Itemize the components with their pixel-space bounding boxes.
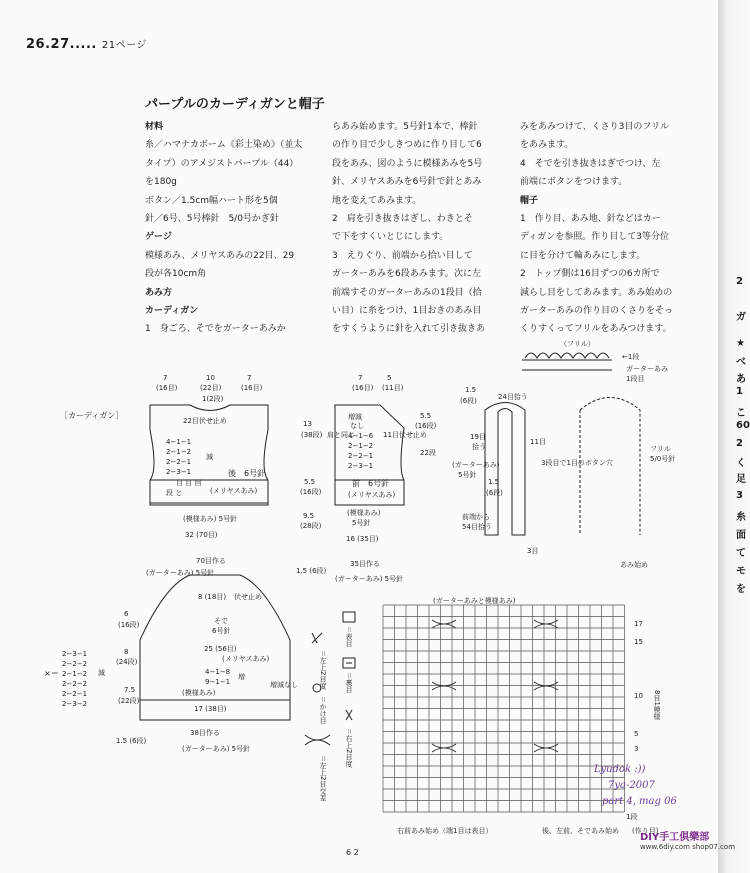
sleeve-key: ×＝ <box>44 669 59 678</box>
edge-glyph: 2 <box>736 276 743 287</box>
stitch-chart-grid <box>383 605 625 812</box>
back-garter: (ガーターあみ) 5号針 <box>146 569 215 577</box>
sleeve-label: 9−1−1 <box>205 678 231 686</box>
sleeve-label: 25 (56目) <box>204 645 237 653</box>
sleeve-label: (16段) <box>118 621 140 629</box>
symbol-name: ＝表目 <box>345 626 353 647</box>
sleeve-decrease-row: 2−3−1 <box>62 650 88 658</box>
sleeve-label: 8 <box>124 648 129 656</box>
back-pattern-needle: (模様あみ) 5号針 <box>183 515 238 523</box>
chart-cast-on-note: (作り目) <box>632 827 659 835</box>
band-label: 19目 <box>470 433 486 441</box>
frill-row1: ←1段 <box>622 353 640 361</box>
back-decrease-row: 2−1−2 <box>166 448 192 456</box>
chart-cable-top <box>432 620 558 628</box>
frill-base <box>522 360 612 370</box>
edge-glyph: 60 <box>736 420 750 431</box>
back-top-label: 7 <box>247 374 252 382</box>
sleeve-label: (24段) <box>116 658 138 666</box>
band-label: 3目 <box>527 547 539 555</box>
sleeve-label: 8 (18目) <box>198 593 227 601</box>
header-dots: ..... <box>69 37 97 52</box>
band-label: 1.5 <box>488 478 500 486</box>
height-label: 1.5 (6段) <box>296 567 327 575</box>
front-decrease-row: 増減 <box>348 413 362 421</box>
chart-start-back: 後、左前、そであみ始め <box>542 827 619 835</box>
height-label: 5.5 <box>420 412 432 420</box>
section-heading: カーディガン <box>145 306 199 317</box>
section-heading: ゲージ <box>145 232 172 243</box>
sleeve-label: 7.5 <box>124 686 136 694</box>
front-bind-off: 11目伏せ止め <box>383 431 427 439</box>
back-top-label: 1(2段) <box>202 395 224 403</box>
band-label: (6段) <box>460 397 477 405</box>
edge-glyph: こ <box>736 408 746 419</box>
chart-row-number: 17 <box>634 620 643 628</box>
back-decrease-row: 段 と <box>166 489 183 497</box>
chart-row-number: 15 <box>634 638 643 646</box>
cardigan-tag: ［カーディガン］ <box>60 411 124 420</box>
band-label: 24目拾う <box>498 393 528 401</box>
sleeve-label: 伏せ止め <box>234 593 262 601</box>
height-label: 9.5 <box>303 512 315 520</box>
front-top-label: (11目) <box>382 384 404 392</box>
symbol-name: ＝左上2目度 <box>319 650 327 690</box>
height-label: 13 <box>303 420 312 428</box>
instructions-text: 1 身ごろ、そでをガーターあみか <box>145 324 286 335</box>
instructions-text: 1 作り目、あみ地、針などはカー ディガンを参照。作り目して3等分位 に目を分けて輪あみにします。 2 トップ側は16目ずつの6カ所で 減らし目をしてあみます。あみ始めの ガーターあみの作り目のくさりをそっ くりすくってフリルをあみつけます。 <box>520 214 674 335</box>
front-decrease-row: 2−2−1 <box>348 452 374 460</box>
back-top-label: 7 <box>163 374 168 382</box>
instructions-text: 糸／ハマナカボーム《彩土染め》（並太 タイプ）のアメジストパープル（44） を180g ボタン／1.5cm幅ハート形を5個 針／6号、5号棒針 5/0号かぎ針 <box>145 140 303 225</box>
edge-glyph: を <box>736 584 746 595</box>
edge-glyph: 2 <box>736 438 743 449</box>
band-label: フリル <box>650 445 671 453</box>
sleeve-label: 増減なし <box>270 681 298 689</box>
front-garter: (ガーターあみ) 5号針 <box>335 575 404 583</box>
front-decrease-row: 2−3−1 <box>348 462 374 470</box>
symbol-k2tog <box>312 633 322 643</box>
back-cast-on: 70目作る <box>196 557 226 565</box>
sleeve-label: 17 (38目) <box>194 705 227 713</box>
front-decrease-row: なし <box>350 422 364 430</box>
logo-site: www.6diy.com shop07.com <box>640 843 736 851</box>
front-stockinette: (メリヤスあみ) <box>348 491 396 499</box>
height-label: (38段) <box>301 431 323 439</box>
edge-glyph: く <box>736 458 746 469</box>
edge-glyph: あ <box>736 374 746 385</box>
sleeve-decrease-row: 2−2−1 <box>62 690 88 698</box>
instructions-text: 模様あみ、メリヤスあみの22目、29 段が各10cm角 <box>145 250 295 280</box>
edge-glyph: 糸 <box>736 512 746 523</box>
height-label: (16段) <box>415 422 437 430</box>
watermark-line-1: Lyudok :)) <box>594 764 646 775</box>
sleeve-label: 1.5 (6段) <box>116 737 147 745</box>
band-label: 拾う <box>472 443 486 451</box>
sleeve-decrease-word: 減 <box>98 669 105 677</box>
front-top-label: 5 <box>387 374 392 382</box>
front-width: 16 (35目) <box>346 535 379 543</box>
chart-cable-low <box>432 744 558 752</box>
watermark-line-2: 7ya-2007 <box>608 780 655 791</box>
sleeve-decrease-row: 2−1−2 <box>62 670 88 678</box>
page-reference: 21ページ <box>101 40 147 51</box>
chart-row-number: 5 <box>634 730 639 738</box>
band-label: あみ始め <box>620 561 648 569</box>
section-heading: あみ方 <box>145 287 173 298</box>
logo-name: DIY手工俱樂部 <box>640 832 710 843</box>
band-label: 11目 <box>530 438 546 446</box>
chart-row-number: 3 <box>634 745 639 753</box>
page-number: 6 2 <box>346 848 359 857</box>
garter-row1: ガーターあみ 1段目 <box>626 365 668 383</box>
back-decrease-row: 2−2−1 <box>166 458 192 466</box>
back-decrease-row: 目 目 回 <box>176 479 202 487</box>
frill-loops <box>525 353 609 358</box>
chart-repeat: 8目1模様 <box>653 690 661 720</box>
back-bind-off: 22目伏せ止め <box>183 417 227 425</box>
band-label: 5号針 <box>458 471 477 479</box>
front-top-label: (16目) <box>352 384 374 392</box>
band-label: 1.5 <box>465 386 477 394</box>
edge-glyph: ガ <box>736 312 746 323</box>
front-decrease-row: 4−1−6 <box>348 432 374 440</box>
instructions-text: みをあみつけて、くさり3目のフリル をあみます。 4 そでを引き抜きはぎでつけ、左 前端にボタンをつけます。 <box>520 122 670 188</box>
symbol-cable <box>305 735 330 745</box>
sleeve-label: 4−1−8 <box>205 668 231 676</box>
pattern-title: パープルのカーディガンと帽子 <box>145 97 325 112</box>
section-heading: 材料 <box>145 122 164 132</box>
edge-glyph: 3 <box>736 490 743 501</box>
sleeve-decrease-row: 2−3−2 <box>62 700 88 708</box>
height-label: 22段 <box>420 449 436 457</box>
watermark-line-3: part 4, mag 06 <box>602 796 677 807</box>
back-decrease-row: 4−1−1 <box>166 438 192 446</box>
height-label: (16段) <box>300 488 322 496</box>
symbol-name: ＝裏目 <box>345 672 353 693</box>
chart-row-number: 10 <box>634 692 643 700</box>
chart-cable-mid <box>432 682 558 690</box>
sleeve-label: (22段) <box>118 697 140 705</box>
sleeve-label: そで <box>214 617 228 625</box>
symbol-knit <box>343 612 355 622</box>
band-label: (6段) <box>486 489 503 497</box>
back-piece-name: 後 6号針 <box>228 469 266 478</box>
sleeve-label: (メリヤスあみ) <box>222 655 270 663</box>
band-label: 3段目で1目のボタン穴 <box>541 459 613 467</box>
front-pattern: (模様あみ) <box>347 509 381 517</box>
section-heading: 帽子 <box>520 195 539 206</box>
symbol-name: ＝左上2目交差 <box>319 755 327 802</box>
sleeve-label: (模様あみ) <box>182 689 216 697</box>
front-top-label: 7 <box>358 374 363 382</box>
symbol-name: ＝右上2目度 <box>345 728 353 768</box>
frill-label: （フリル） <box>560 340 595 348</box>
sleeve-decrease-row: 2−2−2 <box>62 680 88 688</box>
back-top-label: 10 <box>206 374 215 382</box>
sleeve-label: 38目作る <box>190 729 220 737</box>
back-top-label: (16目) <box>156 384 178 392</box>
height-label: 5.5 <box>304 478 316 486</box>
height-label: 肩と同じ <box>327 431 355 439</box>
instructions-text: らあみ始めます。5号針1本で、棒針 の作り目で少しきつめに作り目して6 段をあみ、図のように模様あみを5号 針、メリヤスあみを6号針で針とあみ 地を変えてあみます。 2 肩を引き抜きはぎし、わきとそ で下をすくいとじにします。 3 えりぐり、前端から拾い目して ガーターあみを6段あみます。次に左 前端すそのガーターあみの1段目（拾 い目）に糸をつけ、1目おきのあみ目 をすくうように針を入れて引き抜きあ <box>332 122 486 335</box>
chart-title: (ガーターあみと模様あみ) <box>433 597 516 605</box>
site-logo <box>640 828 735 851</box>
front-needle: 5号針 <box>352 519 371 527</box>
edge-glyph: 足 <box>736 474 746 485</box>
sleeve-decrease-row: 2−2−2 <box>62 660 88 668</box>
band-label: 5/0号針 <box>650 455 676 463</box>
back-decrease-row: 2−3−1 <box>166 468 192 476</box>
page-range: 26.27 <box>26 37 70 52</box>
edge-glyph: 面 <box>736 530 746 541</box>
edge-glyph: て <box>736 548 746 559</box>
band-label: 54目拾う <box>462 523 492 531</box>
symbol-ssk <box>346 710 352 720</box>
edge-glyph: モ <box>736 566 746 577</box>
sleeve-label: 6号針 <box>212 627 231 635</box>
back-top-label: (16目) <box>241 384 263 392</box>
sleeve-label: (ガーターあみ) 5号針 <box>182 745 251 753</box>
sleeve-label: 6 <box>124 610 129 618</box>
chart-start-right-front: 右前あみ始め（端1目は表目） <box>397 827 493 835</box>
band-label: (ガーターあみ) <box>452 461 500 469</box>
back-stockinette: (メリヤスあみ) <box>210 487 258 495</box>
symbol-name: ＝かけ目 <box>319 696 327 724</box>
chart-row-number: 1段 <box>626 813 638 821</box>
front-piece-name: 前 6号針 <box>352 479 390 488</box>
edge-glyph: べ <box>736 357 746 368</box>
band-label: 前端から <box>462 513 490 521</box>
edge-glyph: ★ <box>736 338 745 349</box>
back-decrease-word: 減 <box>206 453 213 461</box>
back-top-label: (22目) <box>200 384 222 392</box>
edge-glyph: 1 <box>736 386 743 397</box>
front-cast-on: 35目作る <box>350 560 380 568</box>
front-decrease-row: 2−1−2 <box>348 442 374 450</box>
height-label: (28段) <box>300 522 322 530</box>
sleeve-label: 増 <box>238 673 245 681</box>
back-width: 32 (70目) <box>185 531 218 539</box>
